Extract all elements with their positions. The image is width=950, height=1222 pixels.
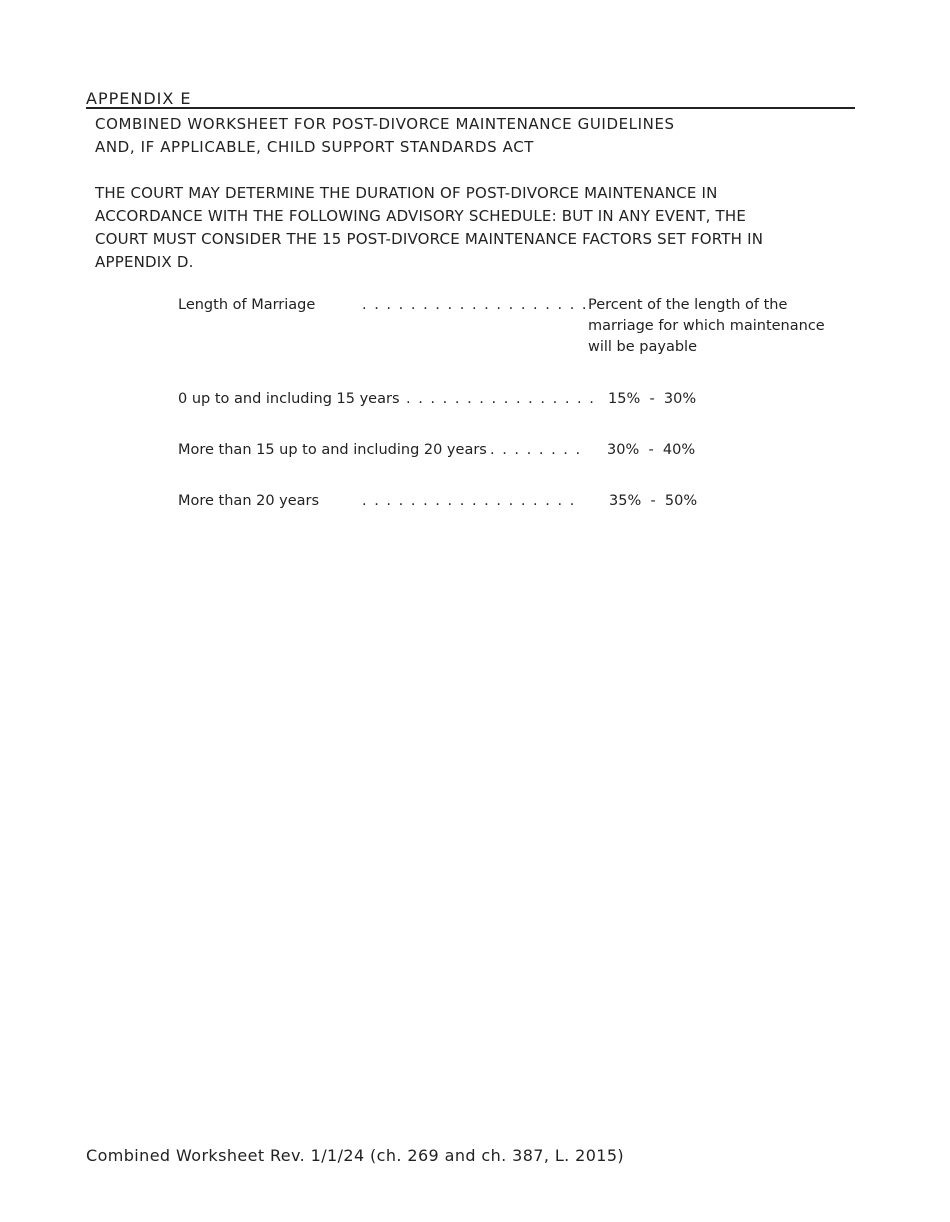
leader-dots: . . . . . . . . . . . . . . . . . . [362, 493, 576, 509]
percent-header [588, 295, 838, 358]
row-percent: 15% - 30% [608, 391, 697, 407]
percent-header-line-3: will be payable [588, 339, 697, 355]
header-rule [86, 107, 855, 109]
percent-header-line-1: Percent of the length of the [588, 297, 788, 313]
advisory-intro [95, 182, 825, 274]
row-label: More than 20 years [178, 493, 320, 509]
row-percent: 35% - 50% [609, 493, 698, 509]
row-label: More than 15 up to and including 20 years [178, 442, 487, 458]
leader-dots: . . . . . . . . . . . . . . . . . . . [362, 297, 589, 313]
appendix-label: APPENDIX E [86, 89, 192, 108]
title-line-2: AND, IF APPLICABLE, CHILD SUPPORT STANDARDS ACT [95, 138, 535, 156]
title-line-1: COMBINED WORKSHEET FOR POST-DIVORCE MAINTENANCE GUIDELINES [95, 115, 675, 133]
row-percent: 30% - 40% [607, 442, 696, 458]
worksheet-title [95, 113, 675, 159]
intro-line-2: ACCORDANCE WITH THE FOLLOWING ADVISORY SCHEDULE: BUT IN ANY EVENT, THE [95, 207, 747, 225]
row-label: 0 up to and including 15 years [178, 391, 400, 407]
leader-dots: . . . . . . . . . . . . . . . . [406, 391, 596, 407]
percent-header-line-2: marriage for which maintenance [588, 318, 825, 334]
length-of-marriage-header: Length of Marriage [178, 297, 316, 313]
intro-line-4: APPENDIX D. [95, 253, 194, 271]
intro-line-1: THE COURT MAY DETERMINE THE DURATION OF POST-DIVORCE MAINTENANCE IN [95, 184, 718, 202]
footer-revision: Combined Worksheet Rev. 1/1/24 (ch. 269 and ch. 387, L. 2015) [86, 1146, 625, 1165]
leader-dots: . . . . . . . . [490, 442, 582, 458]
intro-line-3: COURT MUST CONSIDER THE 15 POST-DIVORCE MAINTENANCE FACTORS SET FORTH IN [95, 230, 764, 248]
